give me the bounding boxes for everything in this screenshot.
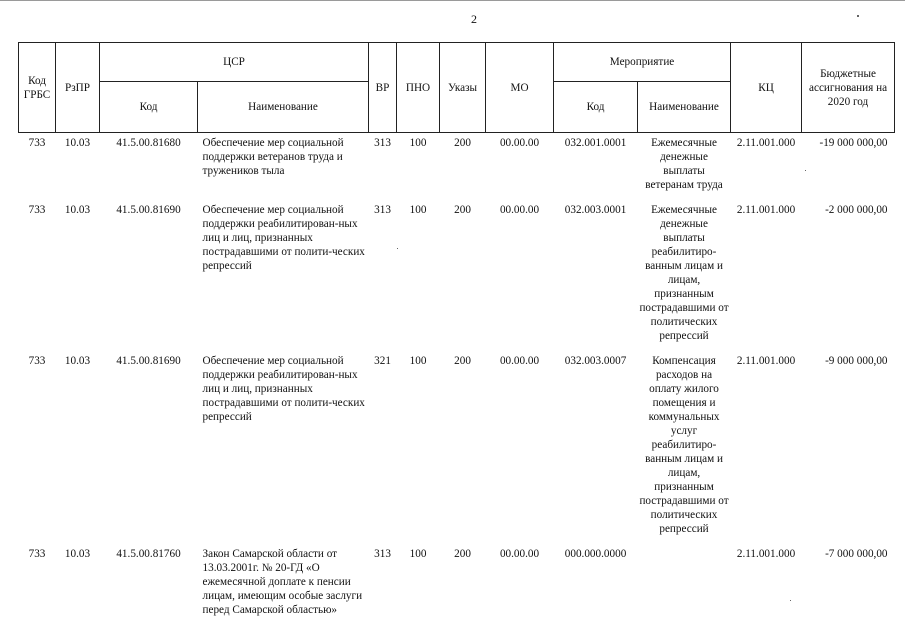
cell-rzpr: 10.03	[64, 204, 91, 216]
cell-rzpr: 10.03	[64, 548, 91, 560]
cell-grbs: 733	[28, 137, 46, 149]
table-row	[19, 351, 895, 544]
cell-event-name: Компенсация расходов на оплату жилого помещения и коммунальных услуг реабилитиро-ванным лицам и лицам, признанным пострадавшими от политических репрессий	[639, 355, 729, 535]
cell-event-code: 000.000.0000	[564, 548, 627, 560]
cell-csr-name: Обеспечение мер социальной поддержки ветеранов труда и тружеников тыла	[202, 137, 344, 177]
cell-mo: 00.00.00	[499, 137, 540, 149]
table-row	[19, 200, 895, 351]
cell-event-name	[638, 544, 731, 625]
cell-mo: 00.00.00	[499, 548, 540, 560]
cell-ukazy: 200	[454, 137, 471, 149]
header-event-kod: Код	[554, 82, 638, 133]
cell-csr-name: Закон Самарской области от 13.03.2001г. № 20-ГД «О ежемесячной доплате к пенсии лицам, имеющим особые заслуги перед Самарской областью»	[202, 548, 363, 616]
header-csr: ЦСР	[100, 43, 369, 82]
cell-grbs: 733	[28, 548, 46, 560]
cell-kc: 2.11.001.000	[736, 355, 796, 367]
cell-vr: 321	[374, 355, 391, 367]
header-kc: КЦ	[731, 43, 802, 133]
header-event-name: Наименование	[638, 82, 731, 133]
cell-ukazy: 200	[454, 548, 471, 560]
cell-vr: 313	[374, 548, 391, 560]
cell-rzpr: 10.03	[64, 355, 91, 367]
header-kod-grbs: Код ГРБС	[19, 43, 56, 133]
cell-kc: 2.11.001.000	[736, 137, 796, 149]
header-row	[19, 43, 895, 82]
cell-csr-code: 41.5.00.81690	[116, 204, 181, 216]
scan-speck	[857, 15, 859, 17]
header-meropriyatie: Мероприятие	[554, 43, 731, 82]
cell-amount: -2 000 000,00	[825, 204, 888, 216]
cell-csr-name: Обеспечение мер социальной поддержки реабилитирован-ных лиц и лиц, признанных пострадавшими от полити-ческих репрессий	[202, 355, 365, 423]
cell-kc: 2.11.001.000	[736, 204, 796, 216]
cell-vr: 313	[374, 204, 391, 216]
cell-mo: 00.00.00	[499, 355, 540, 367]
cell-ukazy: 200	[454, 204, 471, 216]
header-pno: ПНО	[397, 43, 440, 133]
cell-pno: 100	[409, 137, 427, 149]
cell-amount: -9 000 000,00	[825, 355, 888, 367]
cell-grbs: 733	[28, 204, 46, 216]
header-ukazy: Указы	[440, 43, 486, 133]
header-rzpr: РзПР	[56, 43, 100, 133]
budget-table	[18, 42, 895, 625]
cell-csr-name: Обеспечение мер социальной поддержки реабилитирован-ных лиц и лиц, признанных пострадавшими от полити-ческих репрессий	[202, 204, 365, 272]
cell-event-name: Ежемесячные денежные выплаты реабилитиро-ванным лицам и лицам, признанным пострадавшими от политических репрессий	[639, 204, 729, 342]
cell-pno: 100	[409, 204, 427, 216]
header-mo: МО	[486, 43, 554, 133]
cell-grbs: 733	[28, 355, 46, 367]
cell-rzpr: 10.03	[64, 137, 91, 149]
cell-event-code: 032.001.0001	[564, 137, 627, 149]
cell-csr-code: 41.5.00.81690	[116, 355, 181, 367]
cell-event-code: 032.003.0001	[564, 204, 627, 216]
scan-top-edge	[0, 0, 905, 1]
cell-csr-code: 41.5.00.81760	[116, 548, 181, 560]
cell-amount: -7 000 000,00	[825, 548, 888, 560]
cell-event-code: 032.003.0007	[564, 355, 627, 367]
cell-pno: 100	[409, 548, 427, 560]
table-row	[19, 544, 895, 625]
page-number: 2	[471, 12, 477, 26]
cell-pno: 100	[409, 355, 427, 367]
cell-event-name: Ежемесячные денежные выплаты ветеранам труда	[645, 137, 723, 191]
cell-amount: -19 000 000,00	[819, 137, 888, 149]
header-csr-kod: Код	[100, 82, 198, 133]
header-csr-name: Наименование	[198, 82, 369, 133]
header-vr: ВР	[369, 43, 397, 133]
table-row	[19, 133, 895, 201]
cell-csr-code: 41.5.00.81680	[116, 137, 181, 149]
header-budget: Бюджетные ассигнования на 2020 год	[802, 43, 895, 133]
cell-ukazy: 200	[454, 355, 471, 367]
cell-vr: 313	[374, 137, 391, 149]
cell-mo: 00.00.00	[499, 204, 540, 216]
cell-kc: 2.11.001.000	[736, 548, 796, 560]
